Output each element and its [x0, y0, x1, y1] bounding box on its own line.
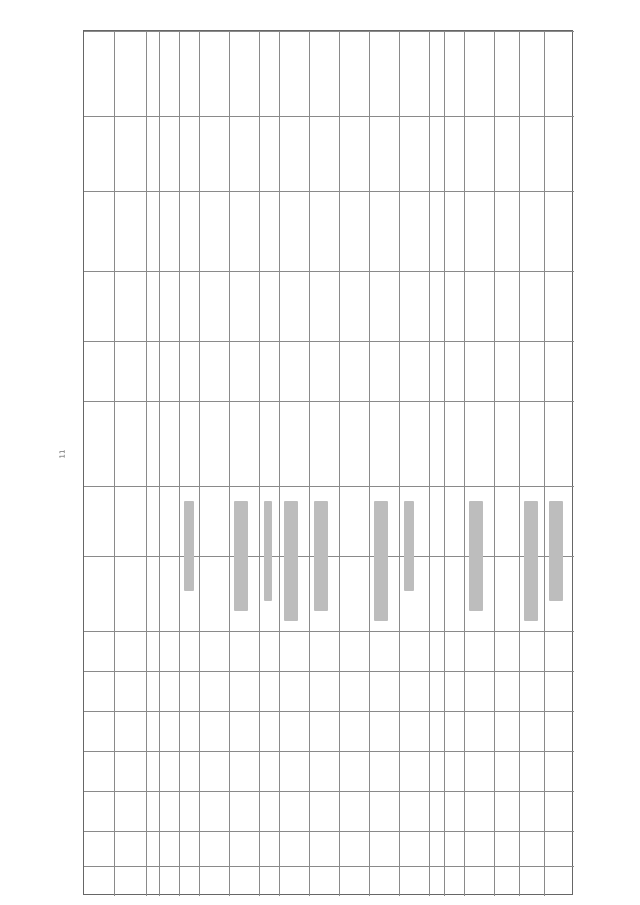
row-divider — [84, 486, 574, 487]
rotated-table — [83, 30, 573, 895]
page-number: 11 — [58, 449, 67, 459]
record-divider — [444, 31, 445, 896]
row-divider — [84, 751, 574, 752]
description-text-block — [284, 501, 298, 621]
record-divider — [519, 31, 520, 896]
record-divider — [259, 31, 260, 896]
row-divider — [84, 341, 574, 342]
record-divider — [494, 31, 495, 896]
record-divider — [229, 31, 230, 896]
column-divider — [159, 31, 160, 896]
record-divider — [369, 31, 370, 896]
row-divider — [84, 671, 574, 672]
description-text-block — [184, 501, 194, 591]
row-divider — [84, 116, 574, 117]
row-divider — [84, 831, 574, 832]
column-divider — [146, 31, 147, 896]
record-divider — [179, 31, 180, 896]
record-divider — [309, 31, 310, 896]
description-text-block — [469, 501, 483, 611]
row-divider — [84, 866, 574, 867]
table-border — [84, 31, 574, 32]
row-divider — [84, 791, 574, 792]
record-divider — [399, 31, 400, 896]
record-divider — [464, 31, 465, 896]
description-text-block — [549, 501, 563, 601]
description-text-block — [234, 501, 248, 611]
row-divider — [84, 191, 574, 192]
record-divider — [279, 31, 280, 896]
record-divider — [544, 31, 545, 896]
record-divider — [339, 31, 340, 896]
row-divider — [84, 401, 574, 402]
row-divider — [84, 271, 574, 272]
row-divider — [84, 631, 574, 632]
record-divider — [429, 31, 430, 896]
row-divider — [84, 711, 574, 712]
description-text-block — [374, 501, 388, 621]
row-divider — [84, 556, 574, 557]
column-divider — [114, 31, 115, 896]
description-text-block — [264, 501, 272, 601]
description-text-block — [524, 501, 538, 621]
description-text-block — [314, 501, 328, 611]
description-text-block — [404, 501, 414, 591]
record-divider — [199, 31, 200, 896]
